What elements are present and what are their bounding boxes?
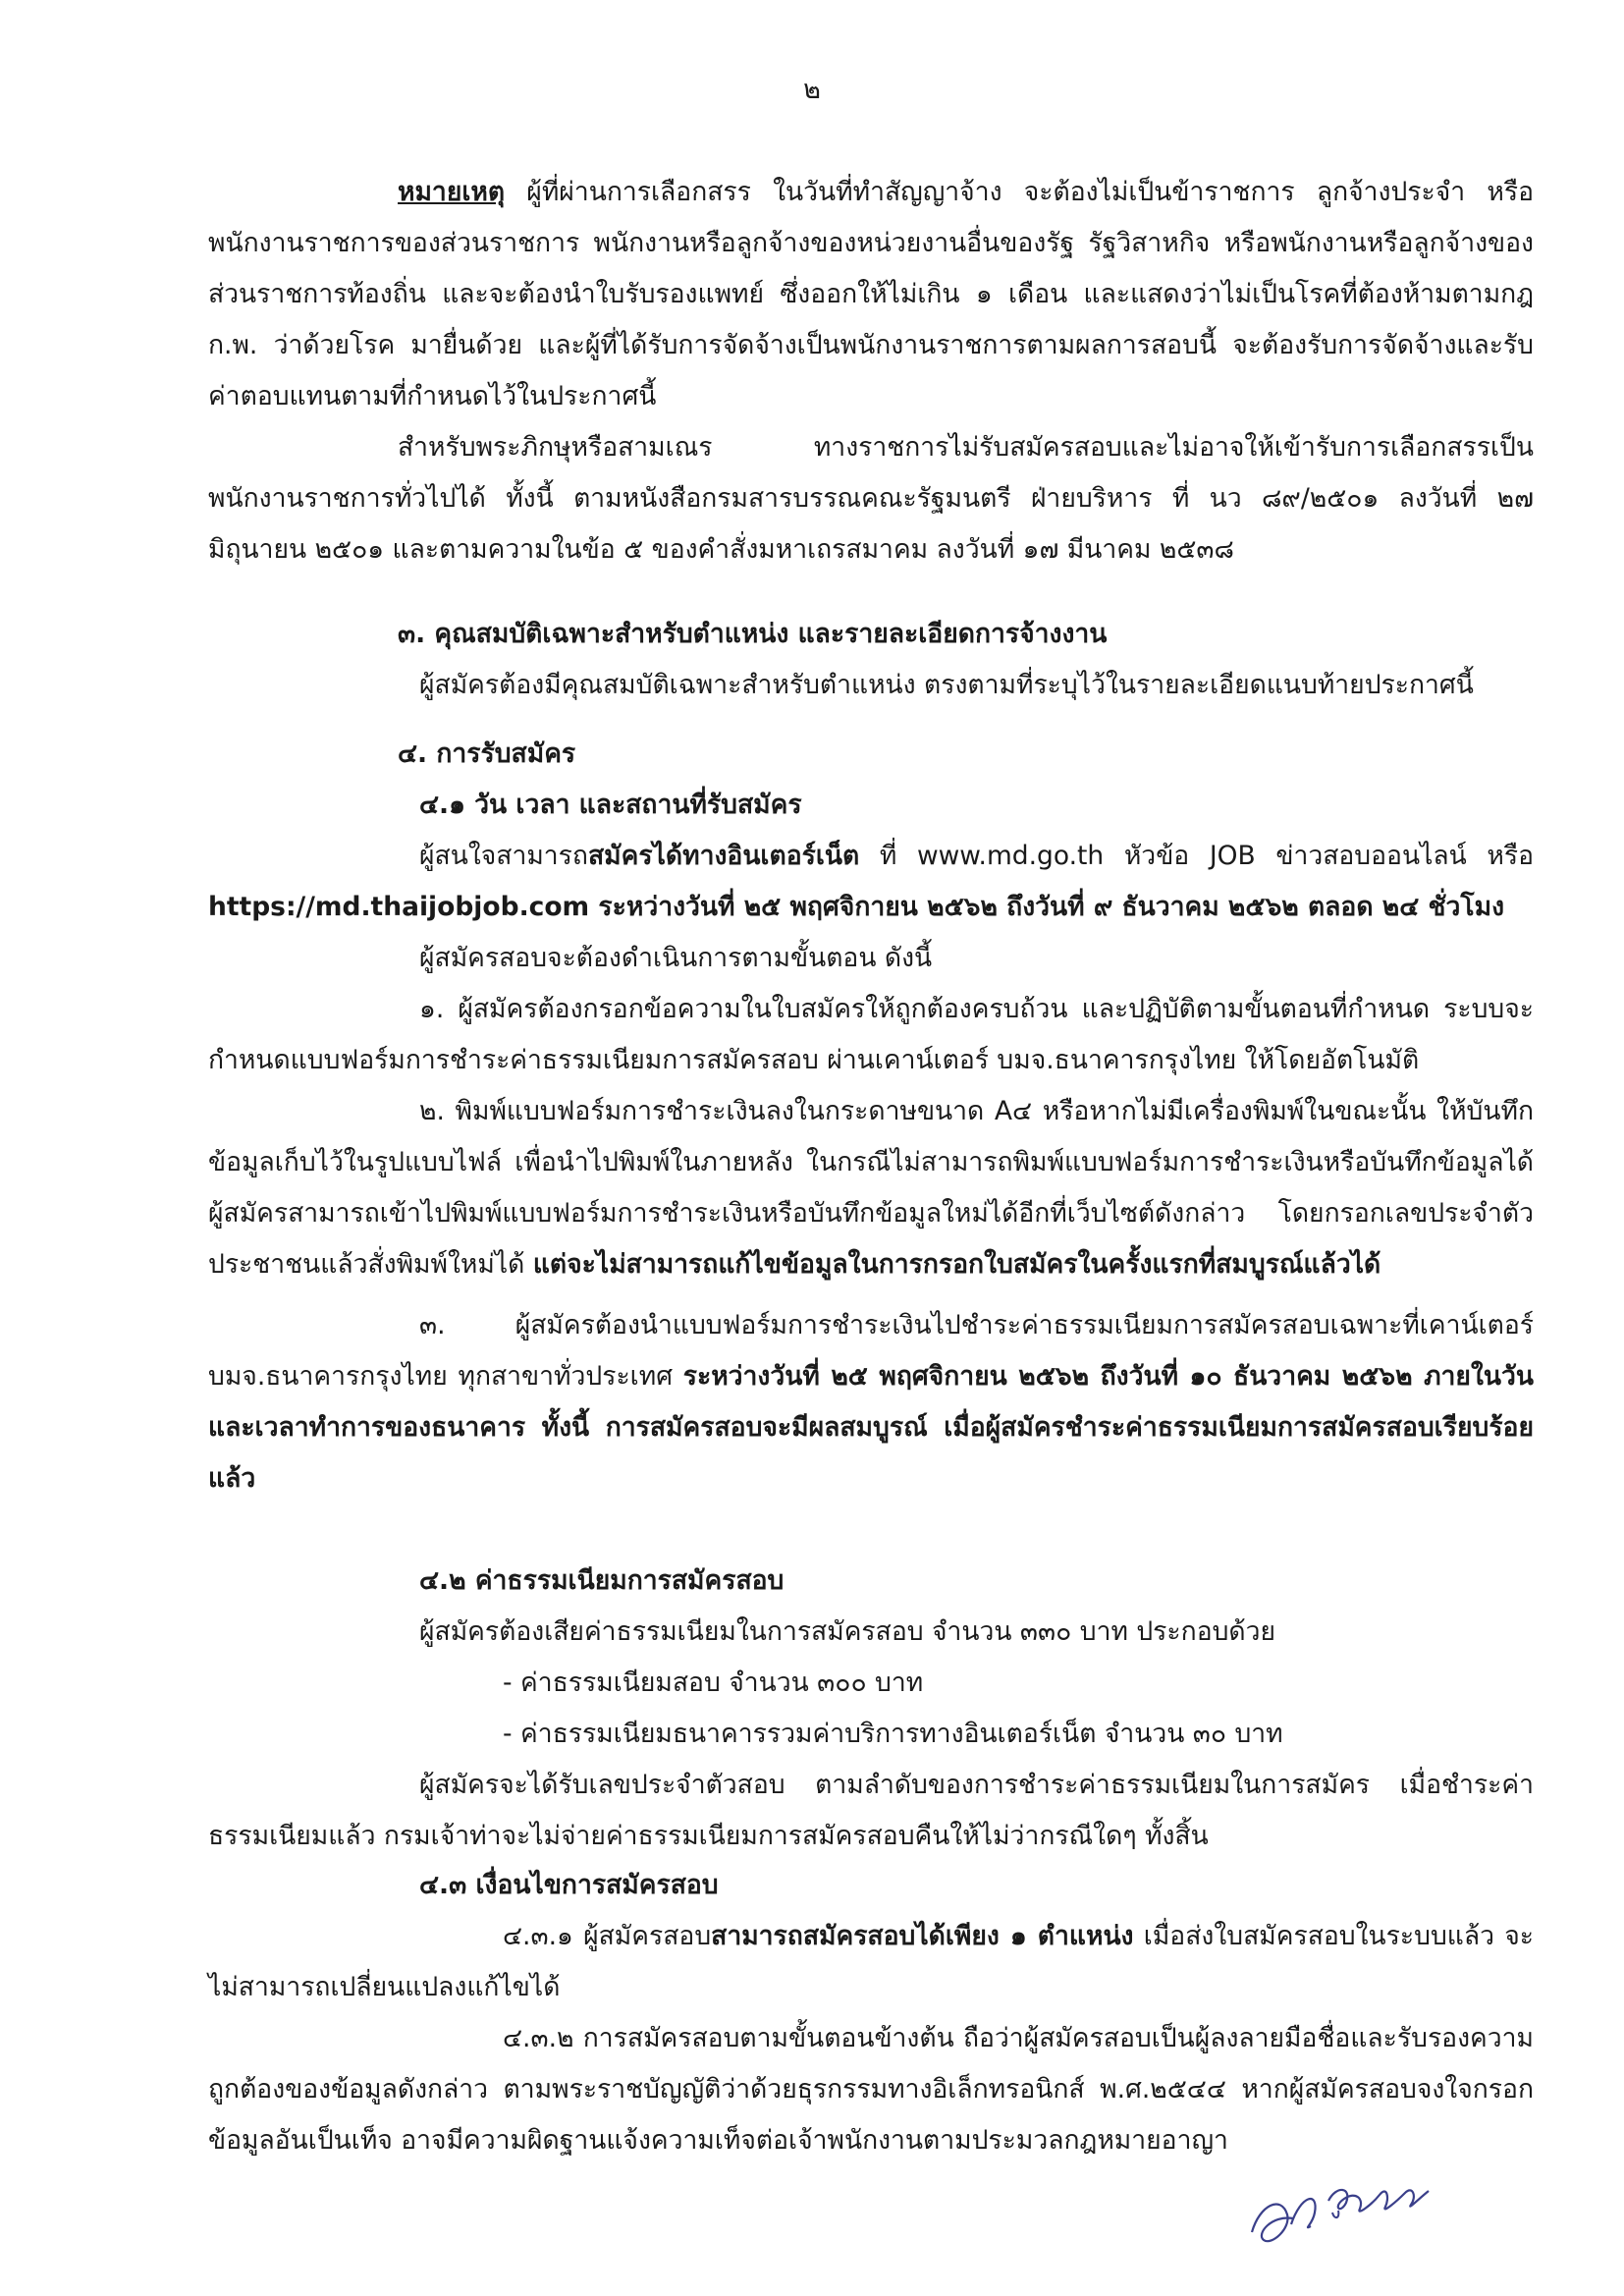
step-3-b: ระหว่างวันที่ ๒๕ พฤศจิกายน ๒๕๖๒ ถึงวันที่ ๑๐ ธันวาคม ๒๕๖๒ ภายในวันและเวลาทำการของธนาคาร ทั้งนี้ การสมัครสอบจะมีผลสมบูรณ์ เมื่อผู้สมัครชำระค่าธรรมเนียมการสมัครสอบเรียบร้อยแล้ว xyxy=(208,1361,1535,1494)
step-3-a: ๓. ผู้สมัครต้องนำแบบฟอร์มการชำระเงินไปชำระค่าธรรมเนียมการสมัครสอบเฉพาะที่เคาน์เตอร์ บมจ.ธนาคารกรุงไทย ทุกสาขาทั่วประเทศ xyxy=(208,1310,1534,1392)
fee-item-2: - ค่าธรรมเนียมธนาคารรวมค่าบริการทางอินเตอร์เน็ต จำนวน ๓๐ บาท xyxy=(503,1719,1283,1749)
steps-intro: ผู้สมัครสอบจะต้องดำเนินการตามขั้นตอน ดังนี้ xyxy=(419,943,933,973)
section-3-heading: ๓. คุณสมบัติเฉพาะสำหรับตำแหน่ง และรายละเอียดการจ้างงาน xyxy=(398,619,1108,649)
section-4-2 xyxy=(208,1556,1534,1862)
condition-1-a: ๔.๓.๑ ผู้สมัครสอบ xyxy=(503,1921,712,1951)
fee-intro: ผู้สมัครต้องเสียค่าธรรมเนียมในการสมัครสอบ จำนวน ๓๓๐ บาท ประกอบด้วย xyxy=(419,1616,1276,1647)
step-2-b: แต่จะไม่สามารถแก้ไขข้อมูลในการกรอกใบสมัครในครั้งแรกที่สมบูรณ์แล้วได้ xyxy=(532,1249,1381,1280)
section-4-1-heading: ๔.๑ วัน เวลา และสถานที่รับสมัคร xyxy=(419,790,802,820)
section-4-2-heading: ๔.๒ ค่าธรรมเนียมการสมัครสอบ xyxy=(419,1565,785,1596)
section-4-3-heading: ๔.๓ เงื่อนไขการสมัครสอบ xyxy=(419,1870,719,1900)
section-4 xyxy=(0,729,1534,831)
section-4-3 xyxy=(208,1860,1534,2166)
monk-paragraph: สำหรับพระภิกษุหรือสามเณร ทางราชการไม่รับสมัครสอบและไม่อาจให้เข้ารับการเลือกสรรเป็นพนักงานราชการทั่วไปได้ ทั้งนี้ ตามหนังสือกรมสารบรรณคณะรัฐมนตรี ฝ่ายบริหาร ที่ นว ๘๙/๒๕๐๑ ลงวันที่ ๒๗ มิถุนายน ๒๕๐๑ และตามความในข้อ ๕ ของคำสั่งมหาเถรสมาคม ลงวันที่ ๑๗ มีนาคม ๒๕๓๘ xyxy=(208,432,1534,565)
step-1: ๑. ผู้สมัครต้องกรอกข้อความในใบสมัครให้ถูกต้องครบถ้วน และปฏิบัติตามขั้นตอนที่กำหนด ระบบจะกำหนดแบบฟอร์มการชำระค่าธรรมเนียมการสมัครสอบ ผ่านเคาน์เตอร์ บมจ.ธนาคารกรุงไทย ให้โดยอัตโนมัติ xyxy=(208,994,1534,1075)
section-4-heading: ๔. การรับสมัคร xyxy=(398,738,576,769)
page-number: ๒ xyxy=(803,75,821,105)
condition-1 xyxy=(208,1911,1534,2013)
note-paragraph xyxy=(208,167,1534,422)
fee-outro: ผู้สมัครจะได้รับเลขประจำตัวสอบ ตามลำดับของการชำระค่าธรรมเนียมในการสมัคร เมื่อชำระค่าธรรมเนียมแล้ว กรมเจ้าท่าจะไม่จ่ายค่าธรรมเนียมการสมัครสอบคืนให้ไม่ว่ากรณีใดๆ ทั้งสิ้น xyxy=(208,1770,1534,1851)
apply-intro-d: https://md.thaijobjob.com ระหว่างวันที่ ๒๕ พฤศจิกายน ๒๕๖๒ ถึงวันที่ ๙ ธันวาคม ๒๕๖๒ ตลอด ๒๔ ชั่วโมง xyxy=(208,892,1505,922)
apply-intro-b: สมัครได้ทางอินเตอร์เน็ต xyxy=(587,841,860,871)
section-4-1-body xyxy=(208,831,1534,1504)
apply-intro xyxy=(208,831,1534,933)
condition-1-b: สามารถสมัครสอบได้เพียง ๑ ตำแหน่ง xyxy=(711,1921,1134,1951)
apply-intro-c: ที่ www.md.go.th หัวข้อ JOB ข่าวสอบออนไลน์ หรือ xyxy=(859,841,1534,871)
condition-1-c: เมื่อส่งใบสมัครสอบในระบบแล้ว จะไม่สามารถเปลี่ยนแปลงแก้ไขได้ xyxy=(208,1921,1534,2002)
signature-initials xyxy=(1242,2156,1468,2264)
section-3 xyxy=(0,609,1534,711)
step-2-a: ๒. พิมพ์แบบฟอร์มการชำระเงินลงในกระดาษขนาด A๔ หรือหากไม่มีเครื่องพิมพ์ในขณะนั้น ให้บันทึกข้อมูลเก็บไว้ในรูปแบบไฟล์ เพื่อนำไปพิมพ์ในภายหลัง ในกรณีไม่สามารถพิมพ์แบบฟอร์มการชำระเงินหรือบันทึกข้อมูลได้ ผู้สมัครสามารถเข้าไปพิมพ์แบบฟอร์มการชำระเงินหรือบันทึกข้อมูลใหม่ได้อีกที่เว็บไซต์ดังกล่าว โดยกรอกเลขประจำตัวประชาชนแล้วสั่งพิมพ์ใหม่ได้ xyxy=(208,1096,1534,1280)
section-3-text: ผู้สมัครต้องมีคุณสมบัติเฉพาะสำหรับตำแหน่ง ตรงตามที่ระบุไว้ในรายละเอียดแนบท้ายประกาศนี้ xyxy=(419,670,1474,700)
condition-2: ๔.๓.๒ การสมัครสอบตามขั้นตอนข้างต้น ถือว่าผู้สมัครสอบเป็นผู้ลงลายมือชื่อและรับรองความถูกต้องของข้อมูลดังกล่าว ตามพระราชบัญญัติว่าด้วยธุรกรรมทางอิเล็กทรอนิกส์ พ.ศ.๒๕๔๔ หากผู้สมัครสอบจงใจกรอกข้อมูลอันเป็นเท็จ อาจมีความผิดฐานแจ้งความเท็จต่อเจ้าพนักงานตามประมวลกฎหมายอาญา xyxy=(208,2023,1534,2156)
note-text: ผู้ที่ผ่านการเลือกสรร ในวันที่ทำสัญญาจ้าง จะต้องไม่เป็นข้าราชการ ลูกจ้างประจำ หรือพนักงานราชการของส่วนราชการ พนักงานหรือลูกจ้างของหน่วยงานอื่นของรัฐ รัฐวิสาหกิจ หรือพนักงานหรือลูกจ้างของส่วนราชการท้องถิ่น และจะต้องนำใบรับรองแพทย์ ซึ่งออกให้ไม่เกิน ๑ เดือน และแสดงว่าไม่เป็นโรคที่ต้องห้ามตามกฎ ก.พ. ว่าด้วยโรค มายื่นด้วย และผู้ที่ได้รับการจัดจ้างเป็นพนักงานราชการตามผลการสอบนี้ จะต้องรับการจัดจ้างและรับค่าตอบแทนตามที่กำหนดไว้ในประกาศนี้ xyxy=(208,177,1534,411)
fee-item-1: - ค่าธรรมเนียมสอบ จำนวน ๓๐๐ บาท xyxy=(503,1667,924,1698)
note-block xyxy=(208,167,1534,575)
note-label: หมายเหตุ xyxy=(398,177,506,207)
apply-intro-a: ผู้สนใจสามารถ xyxy=(419,841,588,871)
step-3 xyxy=(208,1300,1534,1504)
step-2 xyxy=(208,1086,1534,1290)
